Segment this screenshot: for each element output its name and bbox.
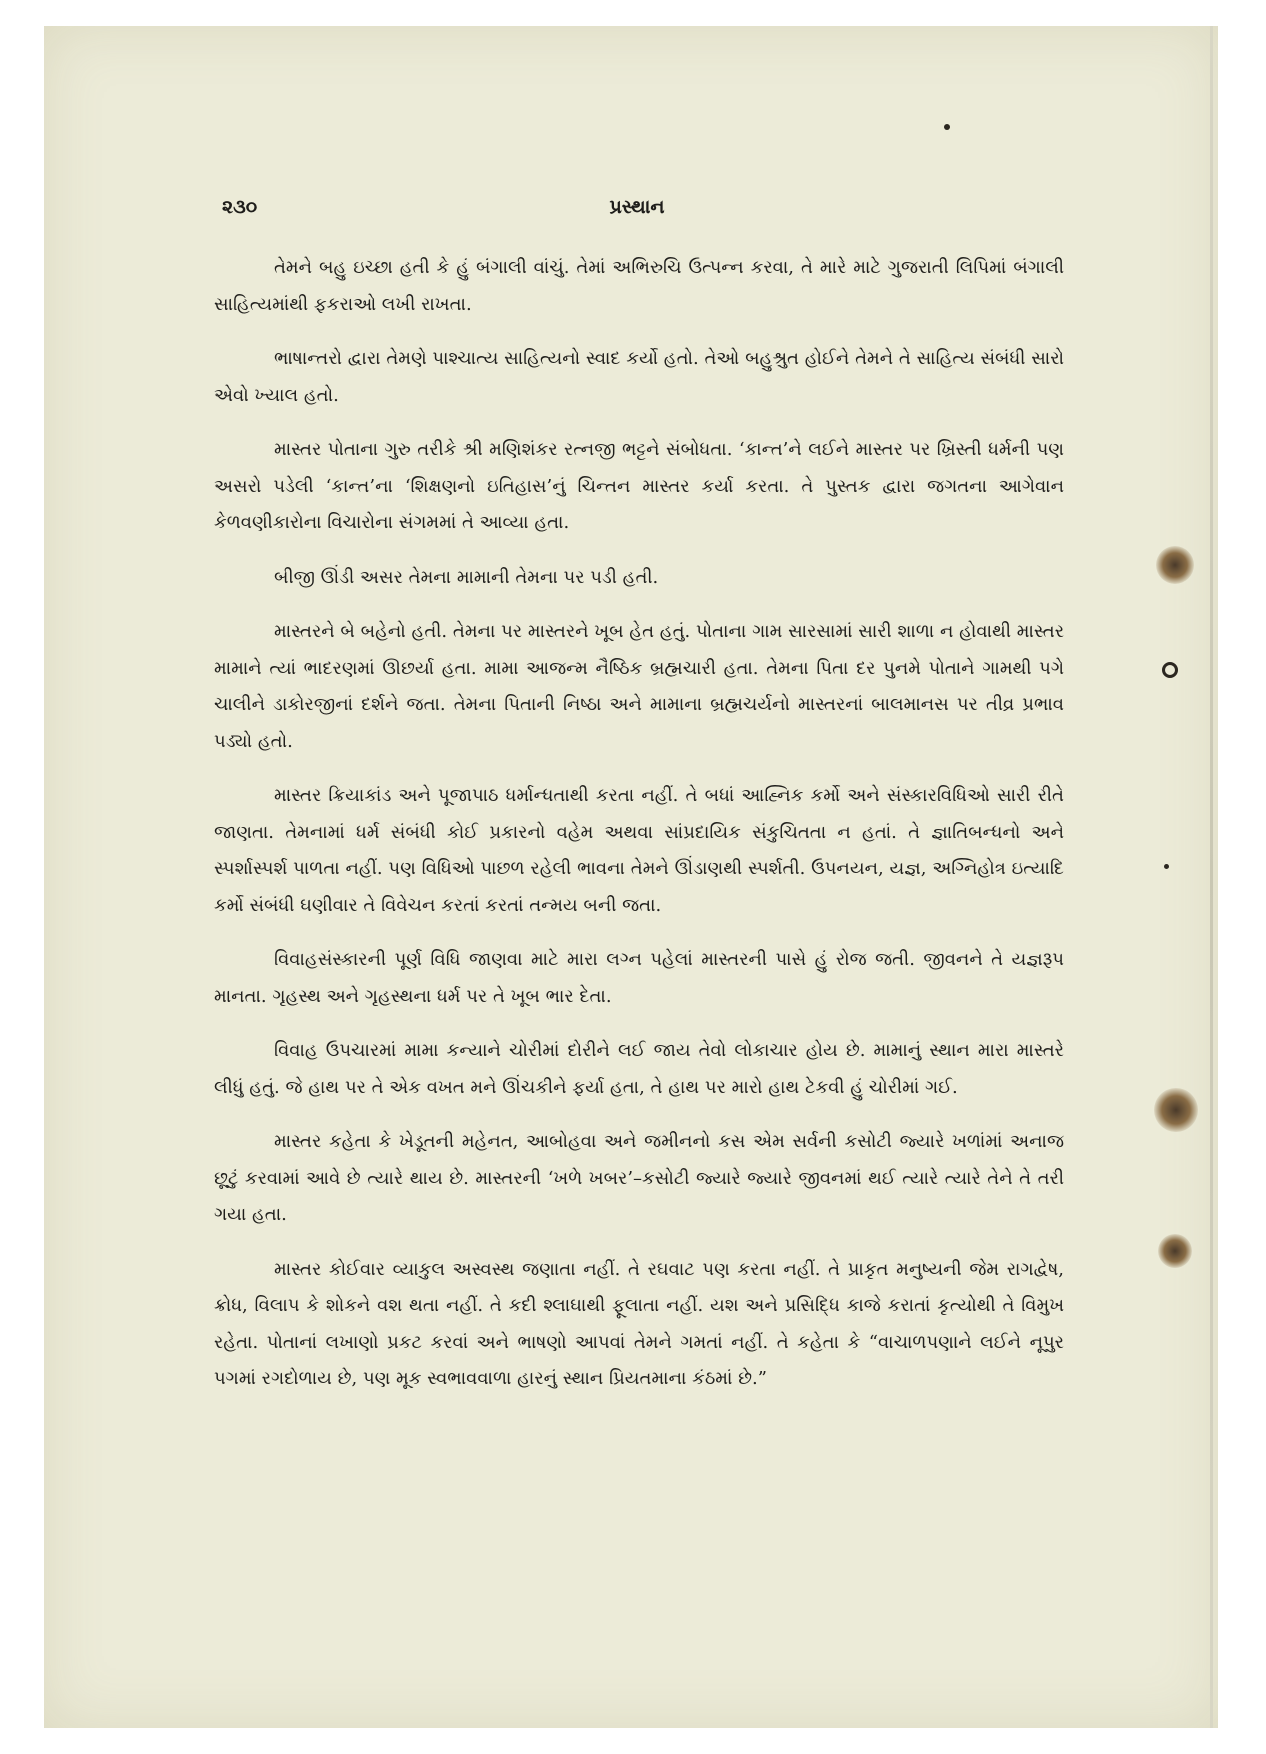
ink-stain — [1154, 1088, 1198, 1132]
paragraph: માસ્તર કોઈવાર વ્યાકુલ અસ્વસ્થ જણાતા નહીં. તે રઘવાટ પણ કરતા નહીં. તે પ્રાકૃત મનુષ્યની જેમ રાગદ્વેષ, ક્રોધ, વિલાપ કે શોકને વશ થતા નહીં. તે કદી શ્લાઘાથી ફૂલાતા નહીં. યશ અને પ્રસિદ્ધિ કાજે કરાતાં કૃત્યોથી તે વિમુખ રહેતા. પોતાનાં લખાણો પ્રકટ કરવાં અને ભાષણો આપવાં તેમને ગમતાં નહીં. તે કહેતા કે “વાચાળપણાને લઈને નૂપુર પગમાં રગદોળાય છે, પણ મૂક સ્વભાવવાળા હારનું સ્થાન પ્રિયતમાના કંઠમાં છે.” — [214, 1258, 1064, 1389]
paragraph: ભાષાન્તરો દ્વારા તેમણે પાશ્ચાત્ય સાહિત્યનો સ્વાદ કર્યો હતો. તેઓ બહુશ્રુત હોઈને તેમને તે સાહિત્ય સંબંધી સારો એવો ખ્યાલ હતો. — [214, 348, 1064, 406]
paragraph: માસ્તર કહેતા કે ખેડૂતની મહેનત, આબોહવા અને જમીનનો કસ એમ સર્વની કસોટી જ્યારે ખળાંમાં અનાજ છૂટું કરવામાં આવે છે ત્યારે થાય છે. માસ્તરની ‘ખળે ખબર’–કસોટી જ્યારે જ્યારે જીવનમાં થઈ ત્યારે ત્યારે તેને તે તરી ગયા હતા. — [214, 1131, 1064, 1225]
page-body — [214, 250, 1064, 1416]
punch-hole-mark — [1162, 662, 1178, 678]
ink-stain — [1158, 1234, 1192, 1268]
page-header — [222, 196, 1052, 226]
paragraph: માસ્તરને બે બહેનો હતી. તેમના પર માસ્તરને ખૂબ હેત હતું. પોતાના ગામ સારસામાં સારી શાળા ન હોવાથી માસ્તર મામાને ત્યાં ભાદરણમાં ઊછર્યા હતા. મામા આજન્મ નૈષ્ઠિક બ્રહ્મચારી હતા. તેમના પિતા દર પુનમે પોતાને ગામથી પગે ચાલીને ડાકોરજીનાં દર્શને જતા. તેમના પિતાની નિષ્ઠા અને મામાના બ્રહ્મચર્યનો માસ્તરનાં બાલમાનસ પર તીવ્ર પ્રભાવ પડ્યો હતો. — [214, 621, 1064, 752]
paragraph: બીજી ઊંડી અસર તેમના મામાની તેમના પર પડી હતી. — [274, 566, 659, 588]
binding-edge — [1210, 26, 1213, 1728]
page-number: ૨૩૦ — [222, 196, 258, 218]
paragraph: માસ્તર પોતાના ગુરુ તરીકે શ્રી મણિશંકર રત્નજી ભટ્ટને સંબોધતા. ‘કાન્ત’ને લઈને માસ્તર પર ખ્રિસ્તી ધર્મની પણ અસરો પડેલી ‘કાન્ત’ના ‘શિક્ષણનો ઇતિહાસ’નું ચિન્તન માસ્તર કર્યા કરતા. તે પુસ્તક દ્વારા જગતના આગેવાન કેળવણીકારોના વિચારોના સંગમમાં તે આવ્યા હતા. — [214, 439, 1064, 533]
paragraph: વિવાહ ઉપચારમાં મામા કન્યાને ચોરીમાં દોરીને લઈ જાય તેવો લોકાચાર હોય છે. મામાનું સ્થાન મારા માસ્તરે લીધું હતું. જે હાથ પર તે એક વખત મને ઊંચકીને ફર્યા હતા, તે હાથ પર મારો હાથ ટેકવી હું ચોરીમાં ગઈ. — [214, 1040, 1064, 1098]
specks — [944, 124, 950, 130]
running-title: પ્રસ્થાન — [609, 196, 665, 218]
ink-stain — [1156, 546, 1194, 584]
paragraph: તેમને બહુ ઇચ્છા હતી કે હું બંગાલી વાંચું. તેમાં અભિરુચિ ઉત્પન્ન કરવા, તે મારે માટે ગુજરાતી લિપિમાં બંગાલી સાહિત્યમાંથી ફકરાઓ લખી રાખતા. — [214, 257, 1064, 315]
paragraph: વિવાહસંસ્કારની પૂર્ણ વિધિ જાણવા માટે મારા લગ્ન પહેલાં માસ્તરની પાસે હું રોજ જતી. જીવનને તે યજ્ઞરૂપ માનતા. ગૃહસ્થ અને ગૃહસ્થના ધર્મ પર તે ખૂબ ભાર દેતા. — [214, 949, 1064, 1007]
specks — [1164, 864, 1169, 869]
paragraph: માસ્તર ક્રિયાકાંડ અને પૂજાપાઠ ધર્માન્ધતાથી કરતા નહીં. તે બધાં આહ્નિક કર્મો અને સંસ્કારવિધિઓ સારી રીતે જાણતા. તેમનામાં ધર્મ સંબંધી કોઈ પ્રકારનો વહેમ અથવા સાંપ્રદાયિક સંકુચિતતા ન હતાં. તે જ્ઞાતિબન્ધનો અને સ્પર્શાસ્પર્શ પાળતા નહીં. પણ વિધિઓ પાછળ રહેલી ભાવના તેમને ઊંડાણથી સ્પર્શતી. ઉપનયન, યજ્ઞ, અગ્નિહોત્ર ઇત્યાદિ કર્મો સંબંધી ઘણીવાર તે વિવેચન કરતાં કરતાં તન્મય બની જતા. — [214, 785, 1064, 916]
